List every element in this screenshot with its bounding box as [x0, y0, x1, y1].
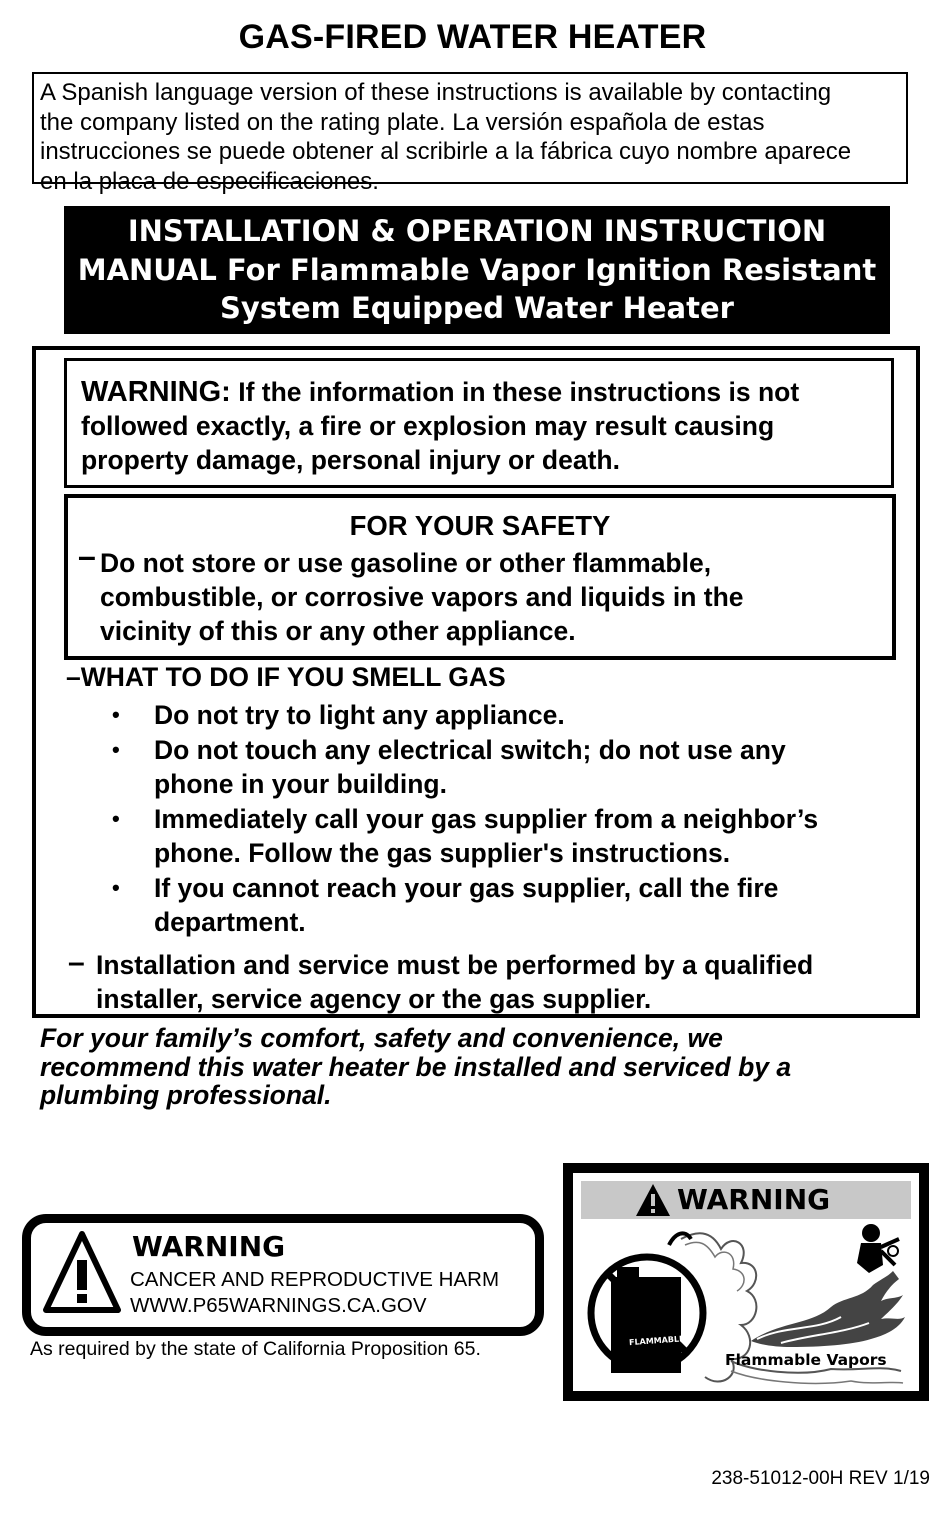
- recommendation-line: plumbing professional.: [40, 1080, 332, 1110]
- warning-text: If the information in these instructions is not: [238, 377, 800, 407]
- warning-text: followed exactly, a fire or explosion may result causing: [81, 411, 775, 441]
- installation-line: Installation and service must be performed by a qualified: [96, 950, 814, 980]
- warning-lead: WARNING:: [81, 376, 231, 408]
- list-item: [0, 698, 818, 732]
- list-item: [0, 871, 818, 939]
- warning-triangle-icon: [42, 1230, 122, 1314]
- list-item-text: If you cannot reach your gas supplier, call the fire: [154, 873, 779, 903]
- banner-line: System Equipped Water Heater: [220, 291, 734, 325]
- bullet-icon: •: [112, 806, 120, 831]
- smell-gas-heading: –WHAT TO DO IF YOU SMELL GAS: [66, 662, 506, 692]
- bullet-icon: •: [112, 737, 120, 762]
- bullet-icon: •: [112, 702, 120, 727]
- label-title: WARNING: [132, 1230, 286, 1263]
- label-url: WWW.P65WARNINGS.CA.GOV: [130, 1294, 427, 1317]
- can-label: FLAMMABLES: [628, 1333, 691, 1348]
- recommendation-line: recommend this water heater be installed and serviced by a: [40, 1051, 792, 1082]
- manual-title-banner: [64, 206, 890, 334]
- fire-explosion-warning: [64, 358, 894, 488]
- installation-line: installer, service agency or the gas supplier.: [96, 984, 652, 1014]
- dash-marker: –: [78, 538, 96, 574]
- for-your-safety-box: [64, 494, 896, 660]
- document-number: 238-51012-00H REV 1/19: [711, 1468, 930, 1489]
- safety-heading: FOR YOUR SAFETY: [349, 510, 611, 541]
- banner-line: INSTALLATION & OPERATION INSTRUCTION: [127, 214, 827, 248]
- bullet-icon: •: [112, 875, 120, 900]
- label-line: CANCER AND REPRODUCTIVE HARM: [130, 1268, 500, 1291]
- warning-triangle-icon: [635, 1183, 671, 1217]
- list-item-text: Do not touch any electrical switch; do not use any: [154, 735, 786, 765]
- list-item-text: phone in your building.: [154, 769, 447, 799]
- notice-line: en la placa de especificaciones.: [40, 167, 379, 195]
- notice-line: the company listed on the rating plate. La versión española de estas: [40, 108, 765, 136]
- warning-text: property damage, personal injury or death.: [81, 445, 620, 475]
- smell-gas-list: [0, 698, 818, 940]
- list-item-text: Do not try to light any appliance.: [154, 700, 565, 730]
- notice-line: A Spanish language version of these instructions is available by contacting: [40, 79, 832, 106]
- label-title: WARNING: [677, 1183, 831, 1216]
- spanish-version-notice: [32, 72, 908, 195]
- flammable-vapors-warning-label: [563, 1163, 929, 1401]
- list-item-text: Immediately call your gas supplier from a neighbor’s: [154, 804, 819, 834]
- list-item: [0, 733, 818, 801]
- recommendation-text: [40, 1024, 920, 1110]
- label-caption: As required by the state of California Proposition 65.: [30, 1338, 481, 1360]
- notice-line: instrucciones se puede obtener al scribirle a la fábrica cuyo nombre aparece: [40, 138, 852, 165]
- banner-line: MANUAL For Flammable Vapor Ignition Resistant: [77, 252, 877, 287]
- list-item: [0, 802, 818, 870]
- list-item-text: phone. Follow the gas supplier's instructions.: [154, 838, 731, 868]
- safety-line: vicinity of this or any other appliance.: [100, 616, 576, 646]
- safety-line: Do not store or use gasoline or other flammable,: [100, 548, 712, 578]
- recommendation-line: For your family’s comfort, safety and convenience, we: [40, 1023, 723, 1053]
- safety-text: [100, 546, 744, 648]
- prop65-warning-label: [22, 1214, 547, 1364]
- dash-marker: –: [68, 946, 85, 979]
- page-title: GAS-FIRED WATER HEATER: [238, 18, 707, 56]
- safety-line: combustible, or corrosive vapors and liquids in the: [100, 582, 744, 612]
- label-caption: Flammable Vapors: [725, 1351, 887, 1369]
- installation-notice: [96, 948, 813, 1016]
- list-item-text: department.: [154, 907, 306, 937]
